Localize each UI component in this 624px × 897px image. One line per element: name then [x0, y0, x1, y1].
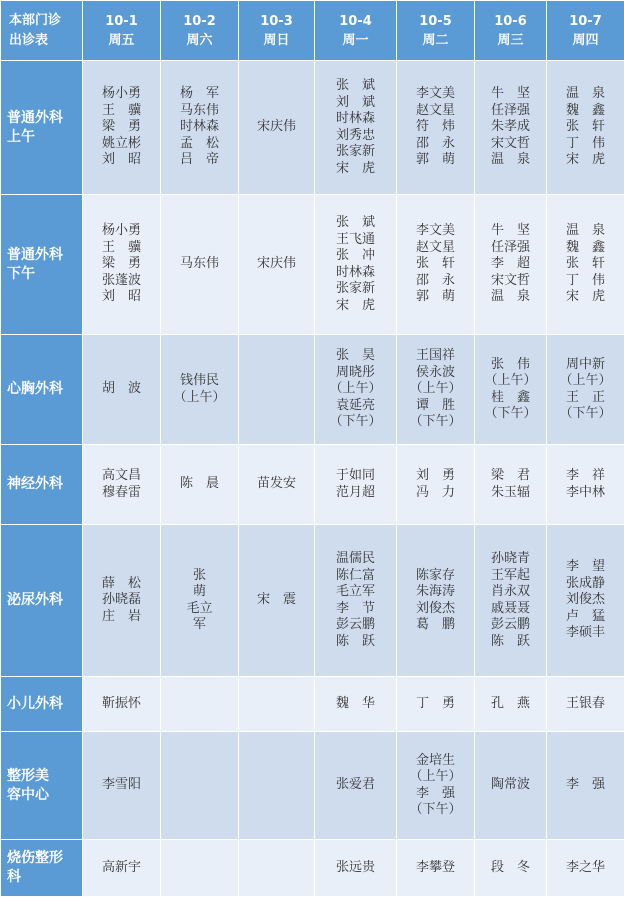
doctor-name: 范月超 — [315, 485, 396, 502]
table-row — [1, 840, 624, 897]
schedule-cell — [315, 195, 397, 335]
schedule-cell — [83, 525, 161, 677]
doctor-name: 军 — [161, 617, 238, 634]
doctor-name: 牛 坚 — [475, 223, 546, 240]
doctor-name: 温 泉 — [475, 289, 546, 306]
doctor-name: 张 斌 — [315, 215, 396, 232]
doctor-name: 温 泉 — [547, 223, 624, 240]
doctor-name: 刘俊杰 — [547, 592, 624, 609]
doctor-name: 张 — [161, 568, 238, 585]
doctor-name: （下午） — [547, 406, 624, 423]
doctor-name: 张 昊 — [315, 348, 396, 365]
day-header — [547, 1, 624, 61]
doctor-name: 温儒民 — [315, 551, 396, 568]
schedule-cell — [83, 335, 161, 445]
doctor-name: 张家新 — [315, 144, 396, 161]
schedule-cell — [239, 840, 315, 897]
schedule-cell — [475, 445, 547, 525]
doctor-name: 孟 松 — [161, 136, 238, 153]
doctor-name: 刘 勇 — [397, 468, 474, 485]
doctor-name: 张远贵 — [315, 860, 396, 877]
doctor-name: 李中林 — [547, 485, 624, 502]
schedule-cell — [239, 195, 315, 335]
doctor-name: 于如同 — [315, 468, 396, 485]
doctor-name: 周中新 — [547, 357, 624, 374]
doctor-name: 彭云鹏 — [315, 617, 396, 634]
schedule-cell — [547, 445, 624, 525]
doctor-name: 任泽强 — [475, 103, 546, 120]
schedule-cell — [547, 677, 624, 732]
doctor-name: 杨小勇 — [83, 223, 160, 240]
schedule-cell — [475, 840, 547, 897]
doctor-name: 张爱君 — [315, 777, 396, 794]
doctor-name: 丁 勇 — [397, 696, 474, 713]
doctor-name: 赵文星 — [397, 103, 474, 120]
doctor-name: 李 祥 — [547, 468, 624, 485]
schedule-cell — [83, 677, 161, 732]
doctor-name: （下午） — [397, 802, 474, 819]
department-label — [1, 677, 83, 732]
doctor-name: 王银春 — [547, 696, 624, 713]
schedule-cell — [83, 195, 161, 335]
doctor-name: 桂 鑫 — [475, 390, 546, 407]
doctor-name: 梁 勇 — [83, 119, 160, 136]
doctor-name: 张 轩 — [547, 256, 624, 273]
doctor-name: 陈仁富 — [315, 568, 396, 585]
doctor-name: 张成静 — [547, 576, 624, 593]
doctor-name: 张 伟 — [475, 357, 546, 374]
doctor-name: 李 强 — [397, 786, 474, 803]
schedule-cell — [161, 445, 239, 525]
department-label — [1, 732, 83, 840]
doctor-name: 李文美 — [397, 223, 474, 240]
schedule-cell — [475, 525, 547, 677]
doctor-name: 温 泉 — [475, 152, 546, 169]
doctor-name: 谭 胜 — [397, 398, 474, 415]
doctor-name: （下午） — [315, 414, 396, 431]
day-date: 10-7 — [547, 12, 624, 31]
doctor-name: 符 炜 — [397, 119, 474, 136]
doctor-name: 王 骥 — [83, 240, 160, 257]
schedule-cell — [83, 445, 161, 525]
doctor-name: 时林森 — [161, 119, 238, 136]
corner-line: 本部门诊 — [9, 11, 82, 31]
doctor-name: 宋 虎 — [547, 289, 624, 306]
doctor-name: 侯永波 — [397, 365, 474, 382]
doctor-name: 朱玉辐 — [475, 485, 546, 502]
schedule-cell — [239, 525, 315, 677]
doctor-name: 邵 永 — [397, 136, 474, 153]
schedule-cell — [547, 840, 624, 897]
table-row — [1, 445, 624, 525]
department-line: 神经外科 — [7, 475, 82, 494]
doctor-name: 王 正 — [547, 390, 624, 407]
doctor-name: 王 骥 — [83, 103, 160, 120]
doctor-name: 毛立军 — [315, 584, 396, 601]
doctor-name: 丁 伟 — [547, 273, 624, 290]
department-line: 烧伤整形 — [7, 849, 82, 868]
schedule-cell — [83, 732, 161, 840]
doctor-name: （下午） — [475, 406, 546, 423]
doctor-name: 杨 军 — [161, 86, 238, 103]
doctor-name: 刘 昭 — [83, 289, 160, 306]
day-weekday: 周六 — [161, 31, 238, 50]
schedule-cell — [315, 445, 397, 525]
schedule-cell — [83, 840, 161, 897]
department-label — [1, 525, 83, 677]
day-weekday: 周五 — [83, 31, 160, 50]
day-header — [397, 1, 475, 61]
day-header — [475, 1, 547, 61]
schedule-cell — [397, 61, 475, 195]
schedule-cell — [161, 840, 239, 897]
doctor-name: 吕 帝 — [161, 152, 238, 169]
doctor-name: 庄 岩 — [83, 609, 160, 626]
doctor-name: 刘秀忠 — [315, 128, 396, 145]
department-label — [1, 61, 83, 195]
day-header — [315, 1, 397, 61]
doctor-name: 宋庆伟 — [239, 256, 314, 273]
doctor-name: 魏 华 — [315, 696, 396, 713]
schedule-cell — [475, 195, 547, 335]
schedule-cell — [397, 840, 475, 897]
doctor-name: 牛 坚 — [475, 86, 546, 103]
table-row — [1, 335, 624, 445]
doctor-name: 钱伟民 — [161, 373, 238, 390]
doctor-name: 魏 鑫 — [547, 240, 624, 257]
day-date: 10-2 — [161, 12, 238, 31]
table-row — [1, 61, 624, 195]
doctor-name: 李攀登 — [397, 860, 474, 877]
doctor-name: 葛 鹏 — [397, 617, 474, 634]
schedule-cell — [397, 335, 475, 445]
doctor-name: 李 超 — [475, 256, 546, 273]
schedule-cell — [315, 677, 397, 732]
doctor-name: 张 斌 — [315, 78, 396, 95]
department-label — [1, 335, 83, 445]
doctor-name: 郭 萌 — [397, 152, 474, 169]
day-weekday: 周日 — [239, 31, 314, 50]
day-header — [83, 1, 161, 61]
doctor-name: 陶常波 — [475, 777, 546, 794]
table-row — [1, 677, 624, 732]
schedule-cell — [239, 335, 315, 445]
department-label — [1, 445, 83, 525]
doctor-name: 陈家存 — [397, 568, 474, 585]
doctor-name: 孙晓青 — [475, 551, 546, 568]
doctor-name: 张 轩 — [397, 256, 474, 273]
schedule-cell — [315, 61, 397, 195]
doctor-name: 时林森 — [315, 111, 396, 128]
schedule-cell — [239, 677, 315, 732]
schedule-cell — [547, 732, 624, 840]
doctor-name: 宋 虎 — [547, 152, 624, 169]
doctor-name: 郭 萌 — [397, 289, 474, 306]
doctor-name: 王军起 — [475, 568, 546, 585]
doctor-name: 李之华 — [547, 860, 624, 877]
department-line: 普通外科 — [7, 246, 82, 265]
doctor-name: 宋 虎 — [315, 161, 396, 178]
doctor-name: 宋文哲 — [475, 136, 546, 153]
doctor-name: 刘 斌 — [315, 95, 396, 112]
schedule-cell — [547, 525, 624, 677]
doctor-name: 张 冲 — [315, 248, 396, 265]
doctor-name: 靳振怀 — [83, 696, 160, 713]
doctor-name: 毛立 — [161, 601, 238, 618]
doctor-name: 高文昌 — [83, 468, 160, 485]
schedule-cell — [239, 61, 315, 195]
doctor-name: 戚聂聂 — [475, 601, 546, 618]
schedule-cell — [397, 525, 475, 677]
doctor-name: 孔 燕 — [475, 696, 546, 713]
day-date: 10-1 — [83, 12, 160, 31]
doctor-name: （上午） — [397, 381, 474, 398]
doctor-name: 张 轩 — [547, 119, 624, 136]
doctor-name: 陈 跃 — [475, 634, 546, 651]
doctor-name: 薛 松 — [83, 576, 160, 593]
day-weekday: 周二 — [397, 31, 474, 50]
doctor-name: 魏 鑫 — [547, 103, 624, 120]
schedule-cell — [397, 445, 475, 525]
doctor-name: 卢 猛 — [547, 609, 624, 626]
schedule-cell — [475, 335, 547, 445]
department-label — [1, 195, 83, 335]
corner-line: 出诊表 — [9, 31, 82, 51]
schedule-cell — [239, 732, 315, 840]
doctor-name: 李硕丰 — [547, 625, 624, 642]
department-line: 科 — [7, 868, 82, 887]
day-header — [239, 1, 315, 61]
doctor-name: 陈 晨 — [161, 476, 238, 493]
doctor-name: 张蓬波 — [83, 273, 160, 290]
doctor-name: 陈 跃 — [315, 634, 396, 651]
day-weekday: 周四 — [547, 31, 624, 50]
doctor-name: （上午） — [547, 373, 624, 390]
day-weekday: 周一 — [315, 31, 396, 50]
doctor-name: 穆春雷 — [83, 485, 160, 502]
doctor-name: 段 冬 — [475, 860, 546, 877]
schedule-cell — [397, 677, 475, 732]
doctor-name: 宋 虎 — [315, 298, 396, 315]
schedule-cell — [315, 732, 397, 840]
doctor-name: 马东伟 — [161, 103, 238, 120]
schedule-cell — [315, 335, 397, 445]
doctor-name: 梁 君 — [475, 468, 546, 485]
schedule-cell — [475, 677, 547, 732]
department-label — [1, 840, 83, 897]
doctor-name: 苗发安 — [239, 476, 314, 493]
doctor-name: 肖永双 — [475, 584, 546, 601]
schedule-cell — [239, 445, 315, 525]
schedule-cell — [475, 732, 547, 840]
doctor-name: 孙晓磊 — [83, 592, 160, 609]
doctor-name: 王国祥 — [397, 348, 474, 365]
doctor-name: 邵 永 — [397, 273, 474, 290]
doctor-name: 杨小勇 — [83, 86, 160, 103]
day-weekday: 周三 — [475, 31, 546, 50]
doctor-name: 李 强 — [547, 777, 624, 794]
doctor-name: 马东伟 — [161, 256, 238, 273]
doctor-name: （上午） — [315, 381, 396, 398]
doctor-name: 刘俊杰 — [397, 601, 474, 618]
doctor-name: 朱孝成 — [475, 119, 546, 136]
table-corner-header — [1, 1, 83, 61]
doctor-name: 刘 昭 — [83, 152, 160, 169]
department-line: 泌尿外科 — [7, 591, 82, 610]
doctor-name: 袁延亮 — [315, 398, 396, 415]
doctor-name: 宋文哲 — [475, 273, 546, 290]
table-row — [1, 195, 624, 335]
doctor-name: 时林森 — [315, 265, 396, 282]
day-date: 10-3 — [239, 12, 314, 31]
doctor-name: 姚立彬 — [83, 136, 160, 153]
schedule-cell — [161, 677, 239, 732]
doctor-name: 冯 力 — [397, 485, 474, 502]
schedule-cell — [397, 732, 475, 840]
department-line: 小儿外科 — [7, 695, 82, 714]
schedule-cell — [161, 525, 239, 677]
doctor-name: 金培生 — [397, 753, 474, 770]
doctor-name: 李文美 — [397, 86, 474, 103]
schedule-cell — [315, 525, 397, 677]
doctor-name: 彭云鹏 — [475, 617, 546, 634]
doctor-name: 宋 震 — [239, 592, 314, 609]
department-line: 下午 — [7, 265, 82, 284]
doctor-name: 王飞通 — [315, 232, 396, 249]
doctor-name: 朱海涛 — [397, 584, 474, 601]
schedule-cell — [315, 840, 397, 897]
doctor-name: （下午） — [397, 414, 474, 431]
table-row — [1, 732, 624, 840]
department-line: 上午 — [7, 128, 82, 147]
doctor-name: 李 节 — [315, 601, 396, 618]
schedule-cell — [161, 195, 239, 335]
day-date: 10-6 — [475, 12, 546, 31]
schedule-cell — [83, 61, 161, 195]
day-header — [161, 1, 239, 61]
doctor-name: （上午） — [475, 373, 546, 390]
doctor-name: 丁 伟 — [547, 136, 624, 153]
schedule-cell — [161, 335, 239, 445]
table-row — [1, 525, 624, 677]
department-line: 整形美 — [7, 767, 82, 786]
doctor-name: 周晓彤 — [315, 365, 396, 382]
schedule-cell — [547, 195, 624, 335]
schedule-cell — [161, 61, 239, 195]
doctor-name: 李 望 — [547, 559, 624, 576]
department-line: 容中心 — [7, 786, 82, 805]
doctor-name: 李雪阳 — [83, 777, 160, 794]
doctor-name: 萌 — [161, 584, 238, 601]
schedule-cell — [397, 195, 475, 335]
doctor-name: （上午） — [397, 769, 474, 786]
doctor-name: 赵文星 — [397, 240, 474, 257]
doctor-name: 胡 波 — [83, 381, 160, 398]
doctor-name: 任泽强 — [475, 240, 546, 257]
department-line: 心胸外科 — [7, 380, 82, 399]
department-line: 普通外科 — [7, 109, 82, 128]
schedule-cell — [161, 732, 239, 840]
doctor-name: 高新宇 — [83, 860, 160, 877]
doctor-name: 温 泉 — [547, 86, 624, 103]
schedule-cell — [547, 335, 624, 445]
doctor-name: （上午） — [161, 390, 238, 407]
schedule-cell — [547, 61, 624, 195]
schedule-cell — [475, 61, 547, 195]
doctor-name: 宋庆伟 — [239, 119, 314, 136]
day-date: 10-5 — [397, 12, 474, 31]
doctor-name: 梁 勇 — [83, 256, 160, 273]
day-date: 10-4 — [315, 12, 396, 31]
doctor-name: 张家新 — [315, 281, 396, 298]
